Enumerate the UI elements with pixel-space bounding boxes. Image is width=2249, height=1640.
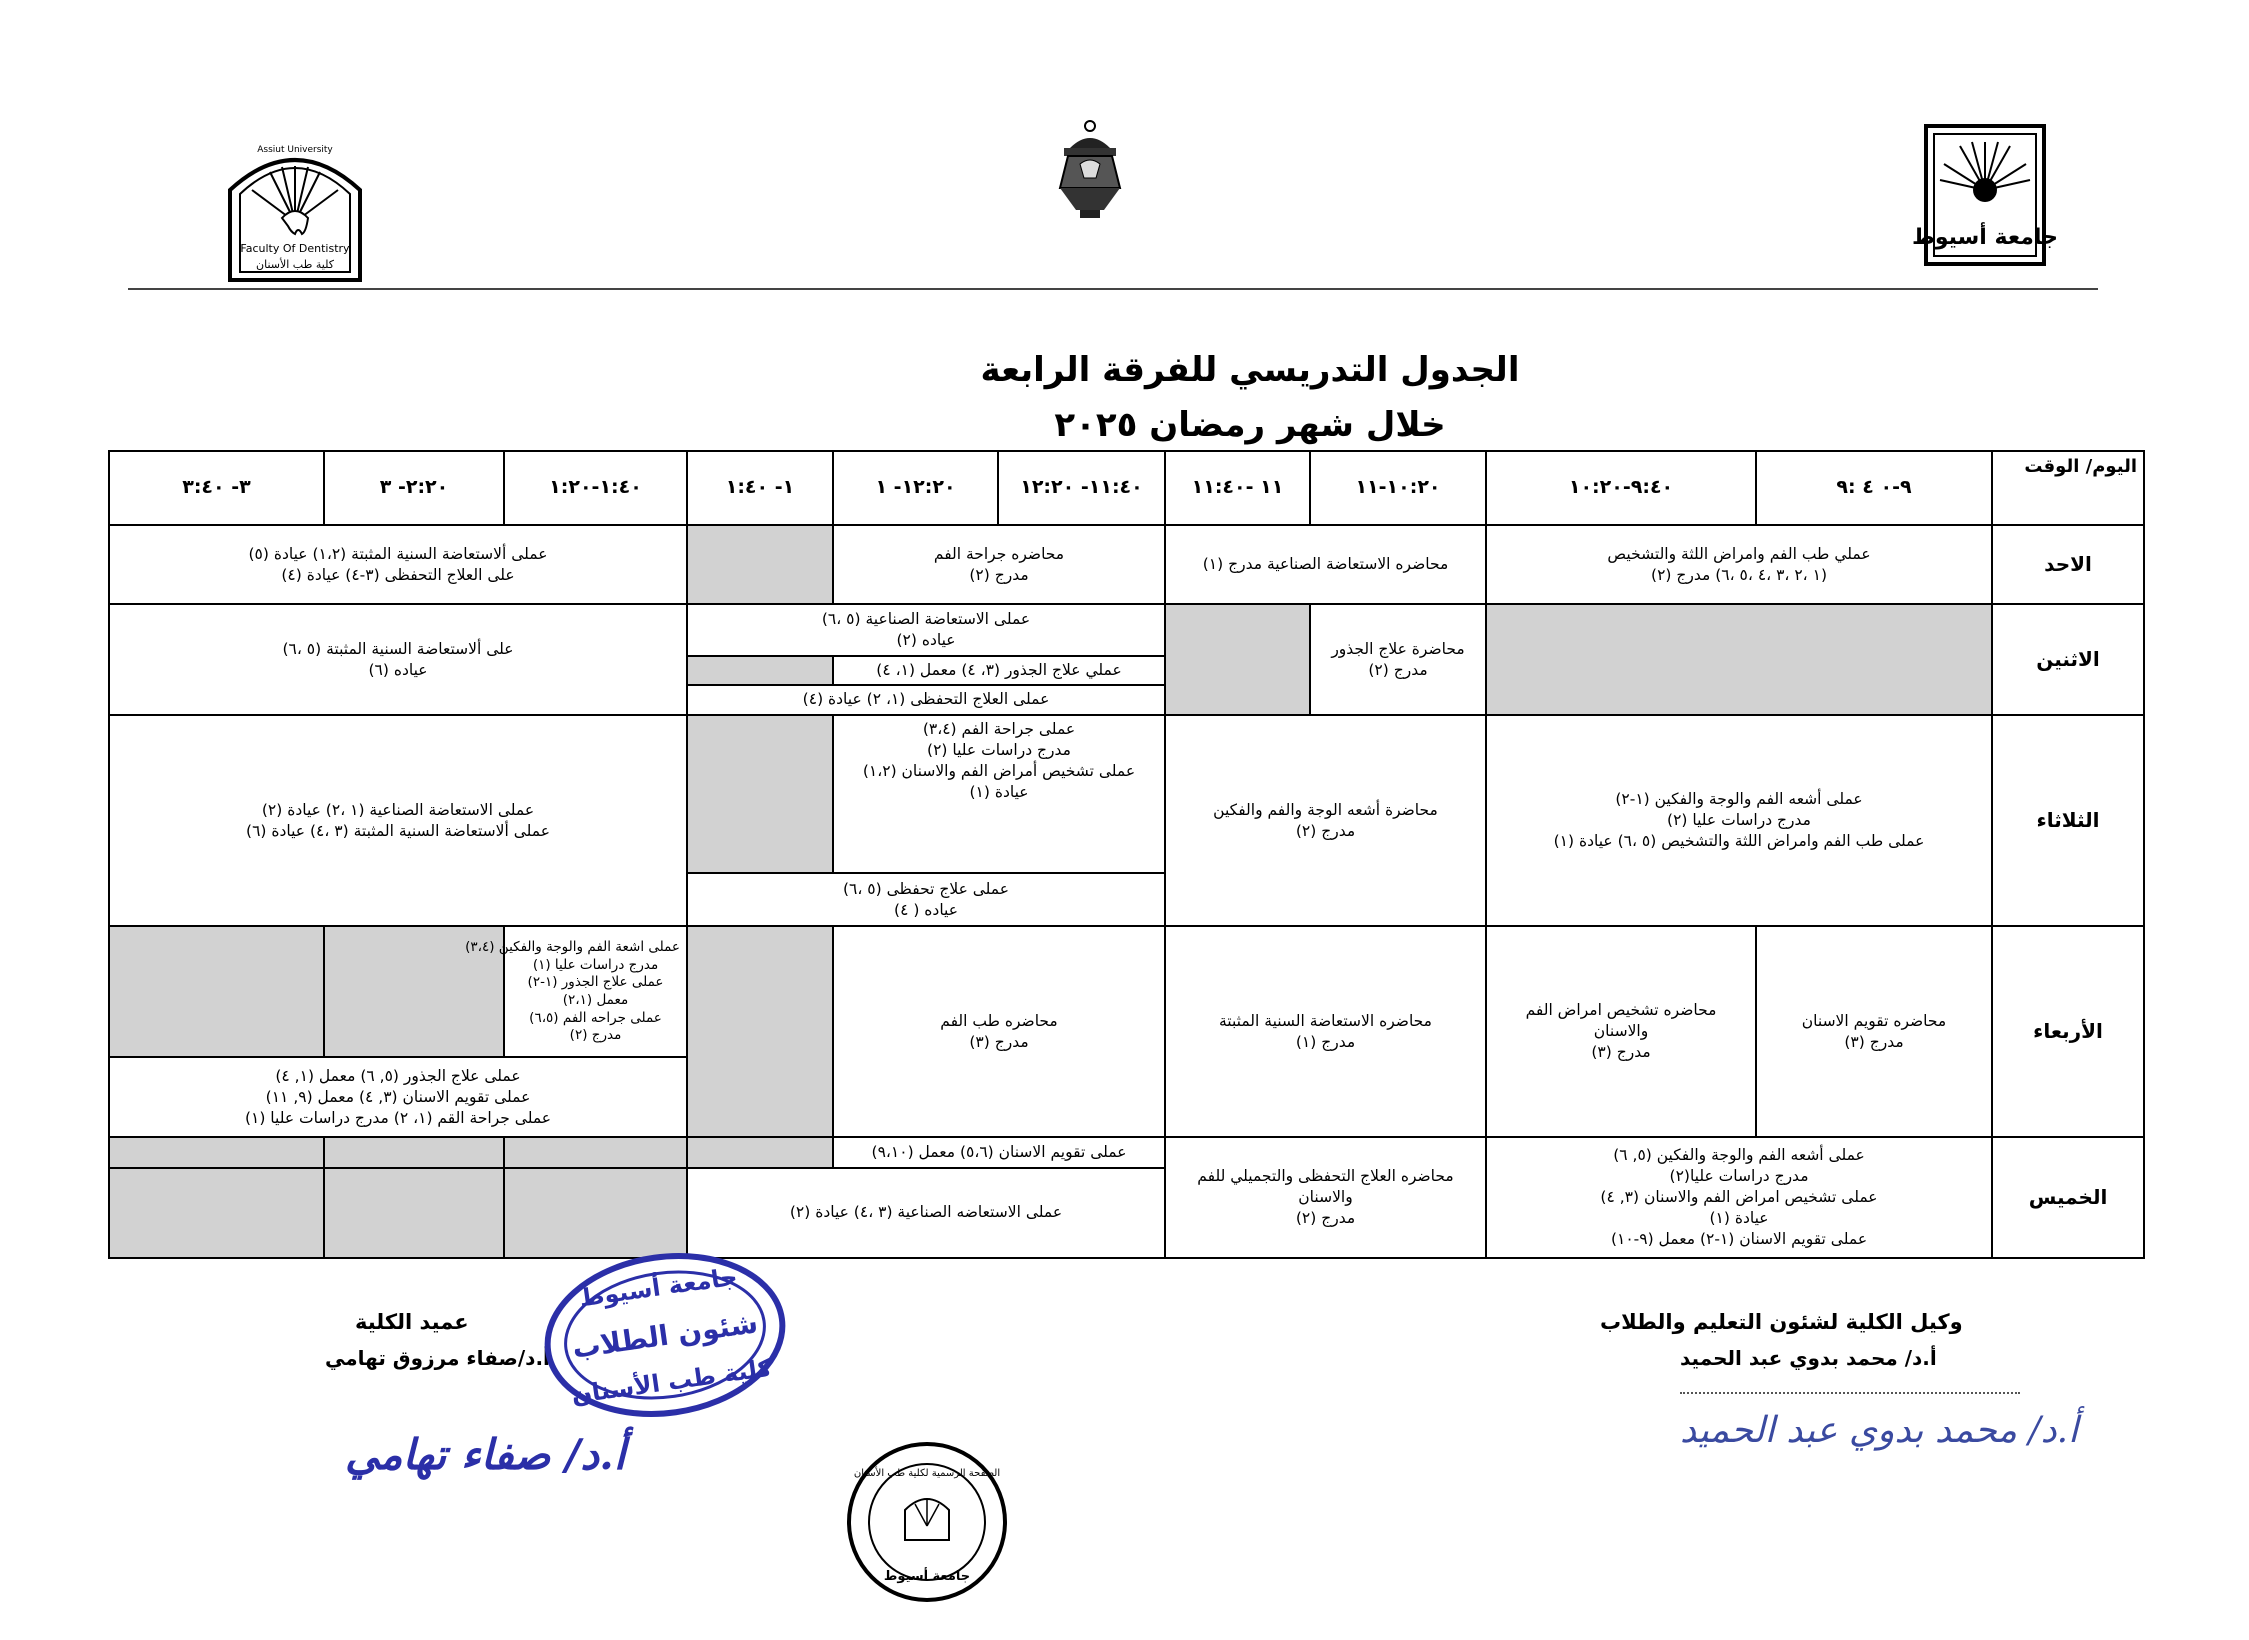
schedule-cell: محاضره الاستعاضة السنية المثبتة مدرج (١): [1165, 926, 1486, 1137]
schedule-cell: على ألاستعاضة السنية المثبتة (٥ ،٦) عياده (٦): [109, 604, 687, 714]
schedule-cell: عملى الاستعاضة الصناعية (٥ ،٦) عياده (٢): [687, 604, 1165, 655]
sunday-row: [109, 525, 2144, 605]
schedule-cell: عملى جراحة الفم (٣،٤) مدرج دراسات عليا (٢) عملى تشخيص أمراض الفم والاسنان (١،٢) عيادة (١): [833, 715, 1165, 874]
monday-row: [109, 604, 2144, 655]
empty-cell: [1486, 604, 1992, 714]
tuesday-row: [109, 715, 2144, 874]
schedule-cell: محاضره تقويم الاسنان مدرج (٣): [1756, 926, 1992, 1137]
time-slot-header: ٩-٠ ٤ :٩: [1756, 451, 1992, 525]
assiut-university-logo: [1912, 120, 2058, 270]
empty-cell: [504, 1137, 687, 1168]
empty-cell: [324, 1168, 504, 1258]
schedule-cell: عملى الاستعاضه الصناعية (٣ ،٤) عيادة (٢): [687, 1168, 1165, 1258]
day-label: الاثنين: [1992, 604, 2144, 714]
day-label: الاحد: [1992, 525, 2144, 605]
empty-cell: [687, 656, 833, 686]
empty-cell: [687, 1137, 833, 1168]
empty-cell: [324, 1137, 504, 1168]
svg-text:كلية طب الأسنان: كلية طب الأسنان: [569, 1353, 774, 1410]
dean-name: أ.د/صفاء مرزوق تهامي: [325, 1346, 550, 1370]
empty-cell: [687, 715, 833, 874]
vice-dean-title: وكيل الكلية لشئون التعليم والطلاب: [1600, 1310, 1963, 1334]
empty-cell: [687, 926, 833, 1137]
official-faculty-seal: [845, 1440, 1010, 1605]
schedule-cell: عملى علاج الجذور (٥, ٦) معمل (١, ٤) عملى تقويم الاسنان (٣, ٤) معمل (٩, ١١) عملى جراحة القم (١، ٢) مدرج دراسات عليا (١): [109, 1057, 687, 1137]
time-slot-header: ١- ١:٤٠: [687, 451, 833, 525]
faculty-of-dentistry-logo: [220, 140, 370, 285]
time-slot-header: ٣- ٣:٤٠: [109, 451, 324, 525]
time-slot-header: ٢:٢٠- ٣: [324, 451, 504, 525]
page-subtitle: خلال شهر رمضان ٢٠٢٥: [1054, 405, 1446, 445]
time-slot-header: ١١ -١١:٤٠: [1165, 451, 1310, 525]
empty-cell: [109, 1137, 324, 1168]
empty-cell: [1165, 604, 1310, 714]
schedule-cell: محاضره جراحة الفم مدرج (٢): [833, 525, 1165, 605]
time-slot-header: ١:٤٠-١:٢٠: [504, 451, 687, 525]
schedule-cell: محاضرة علاج الجذور مدرج (٢): [1310, 604, 1486, 714]
schedule-cell: محاضره العلاج التحفظى والتجميلي للفم والاسنان مدرج (٢): [1165, 1137, 1486, 1258]
svg-text:كلية طب الأسنان: كلية طب الأسنان: [256, 258, 334, 271]
header-row: [109, 451, 2144, 525]
schedule-cell: عملى الاستعاضة الصناعية (١ ،٢) عيادة (٢) عملى ألاستعاضة السنية المثبتة (٣ ،٤) عيادة (٦): [109, 715, 687, 927]
schedule-cell: عملي علاج الجذور (٣، ٤) معمل (١، ٤): [833, 656, 1165, 686]
svg-text:شئون الطلاب: شئون الطلاب: [570, 1306, 760, 1365]
svg-text:جامعة أسيوط: جامعة أسيوط: [883, 1569, 971, 1584]
schedule-cell: عملى اشعة الفم والوجة والفكين (٣،٤) مدرج دراسات عليا (١) عملى علاج الجذور (١-٢) معمل (٢،١) عملى جراحه الفم (٦،٥) مدرج (٢): [504, 926, 687, 1057]
schedule-cell: محاضره طب الفم مدرج (٣): [833, 926, 1165, 1137]
day-label: الخميس: [1992, 1137, 2144, 1258]
svg-text:جامعة أسيوط: جامعة أسيوط: [577, 1262, 740, 1313]
page-title: الجدول التدريسي للفرقة الرابعة: [980, 350, 1520, 390]
empty-cell: [504, 1168, 687, 1258]
schedule-cell: عملى أشعه الفم والوجة والفكين (١-٢) مدرج دراسات عليا (٢) عملى طب الفم وامراض اللثة والتشخيص (٥ ،٦) عيادة (١): [1486, 715, 1992, 927]
signature-underline: [1680, 1392, 2020, 1394]
schedule-cell: عملى ألاستعاضة السنية المثبتة (١،٢) عيادة (٥) على العلاج التحفظى (٣-٤) عيادة (٤): [109, 525, 687, 605]
schedule-cell: عملي طب الفم وامراض اللثة والتشخيص (١ ،٢ ،٣ ،٤ ،٥ ،٦) مدرج (٢): [1486, 525, 1992, 605]
schedule-cell: محاضره تشخيص امراض الفم والاسنان مدرج (٣): [1486, 926, 1756, 1137]
empty-cell: [109, 926, 324, 1057]
time-slot-header: ١٠:٢٠-١١: [1310, 451, 1486, 525]
time-slot-header: ٩:٤٠-١٠:٢٠: [1486, 451, 1756, 525]
thursday-row: [109, 1137, 2144, 1168]
schedule-cell: محاضرة أشعه الوجة والفم والفكين مدرج (٢): [1165, 715, 1486, 927]
schedule-cell: عملى العلاج التحفظى (١، ٢) عيادة (٤): [687, 685, 1165, 715]
schedule-table: [108, 450, 2145, 1259]
schedule-cell: محاضره الاستعاضة الصناعية مدرج (١): [1165, 525, 1486, 605]
schedule-cell: عملى علاج تحفظى (٥ ،٦) عياده ( ٤): [687, 873, 1165, 926]
svg-text:الصفحة الرسمية لكلية طب الأسنا: الصفحة الرسمية لكلية طب الأسنان: [853, 1468, 1001, 1479]
empty-cell: [687, 525, 833, 605]
svg-text:Faculty Of Dentistry: Faculty Of Dentistry: [240, 242, 350, 255]
time-slot-header: ١٢:٢٠- ١: [833, 451, 998, 525]
svg-text:جامعة أسيوط: جامعة أسيوط: [1912, 225, 2058, 250]
header-divider: [128, 288, 2098, 290]
schedule-cell: عملى أشعه الفم والوجة والفكين (٥, ٦) مدرج دراسات عليا(٢) عملى تشخيص امراض الفم والاسنان (٣, ٤) عيادة (١) عملى تقويم الاسنان (١-٢) معمل (٩-١٠): [1486, 1137, 1992, 1258]
vice-dean-name: أ.د/ محمد بدوي عبد الحميد: [1680, 1346, 1937, 1370]
lantern-icon: [1040, 118, 1140, 223]
day-label: الثلاثاء: [1992, 715, 2144, 927]
corner-header: اليوم/ الوقت: [1992, 451, 2144, 525]
day-label: الأربعاء: [1992, 926, 2144, 1137]
time-slot-header: ١١:٤٠- ١٢:٢٠: [998, 451, 1165, 525]
schedule-cell: عملى تقويم الاسنان (٥،٦) معمل (٩،١٠): [833, 1137, 1165, 1168]
dean-signature: أ.د/ صفاء تهامي: [345, 1430, 626, 1479]
vice-dean-signature: أ.د/ محمد بدوي عبد الحميد: [1680, 1410, 2079, 1451]
empty-cell: [109, 1168, 324, 1258]
student-affairs-stamp: [540, 1250, 790, 1420]
dean-title: عميد الكلية: [355, 1310, 469, 1334]
svg-text:Assiut University: Assiut University: [257, 145, 333, 155]
wednesday-row: [109, 926, 2144, 1057]
